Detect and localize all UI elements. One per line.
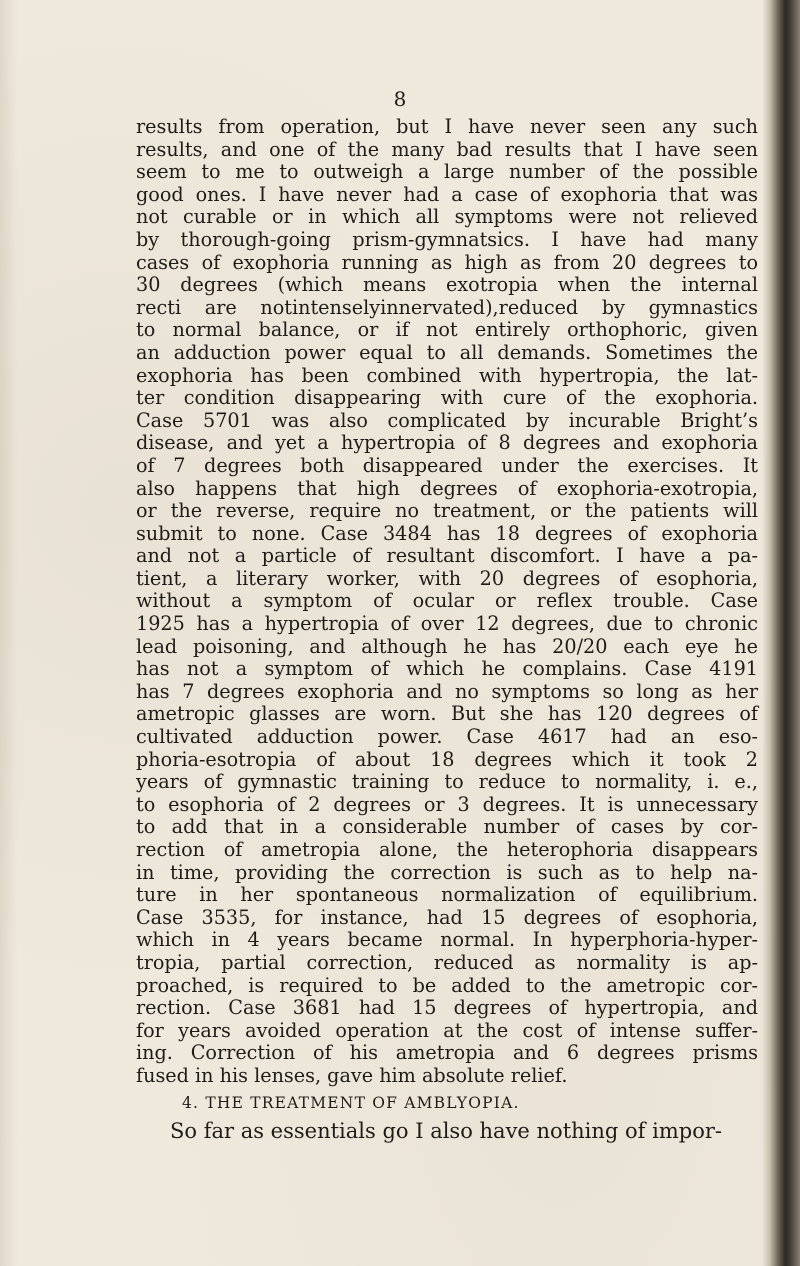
text-line: tient, a literary worker, with 20 degrees of esophoria, xyxy=(136,566,758,590)
text-line: has 7 degrees exophoria and no symptoms so long as her xyxy=(136,679,758,703)
text-line: ametropic glasses are worn. But she has 120 degrees of xyxy=(136,702,758,726)
text-line: an adduction power equal to all demands. Sometimes the xyxy=(136,340,758,364)
text-line: disease, and yet a hypertropia of 8 degrees and exophoria xyxy=(136,431,758,455)
text-line: 30 degrees (which means exotropia when the internal xyxy=(136,273,758,297)
text-line: phoria-esotropia of about 18 degrees which it took 2 xyxy=(136,747,758,771)
text-line: also happens that high degrees of exophoria-exotropia, xyxy=(136,476,758,500)
text-line: exophoria has been combined with hypertropia, the lat- xyxy=(136,363,758,387)
text-line: results, and one of the many bad results that I have seen xyxy=(136,137,758,161)
text-line: not curable or in which all symptoms were not relieved xyxy=(136,205,758,229)
text-line: rection. Case 3681 had 15 degrees of hypertropia, and xyxy=(136,996,758,1020)
body-text xyxy=(136,116,758,1144)
text-line: for years avoided operation at the cost of intense suffer- xyxy=(136,1018,758,1042)
text-line: to normal balance, or if not entirely orthophoric, given xyxy=(136,318,758,342)
text-line: by thorough-going prism-gymnatsics. I have had many xyxy=(136,227,758,251)
text-line: Case 3535, for instance, had 15 degrees of esophoria, xyxy=(136,905,758,929)
text-line: which in 4 years became normal. In hyperphoria-hyper- xyxy=(136,928,758,952)
page-number: 8 xyxy=(393,87,407,111)
text-line: or the reverse, require no treatment, or the patients will xyxy=(136,499,758,523)
text-line: fused in his lenses, gave him absolute relief. xyxy=(136,1063,568,1087)
text-line: Case 5701 was also complicated by incurable Bright’s xyxy=(136,408,758,432)
text-line: to esophoria of 2 degrees or 3 degrees. It is unnecessary xyxy=(136,792,758,816)
text-line: 1925 has a hypertropia of over 12 degrees, due to chronic xyxy=(136,612,758,636)
text-line: submit to none. Case 3484 has 18 degrees of exophoria xyxy=(136,521,758,545)
page-gutter-shadow xyxy=(0,0,18,1266)
text-line: of 7 degrees both disappeared under the exercises. It xyxy=(136,453,758,477)
text-line: ture in her spontaneous normalization of equilibrium. xyxy=(136,883,758,907)
text-line: good ones. I have never had a case of exophoria that was xyxy=(136,182,758,206)
text-line: rection of ametropia alone, the heterophoria disappears xyxy=(136,838,758,861)
closing-line: So far as essentials go I also have nothing of impor- xyxy=(170,1118,722,1143)
text-line: without a symptom of ocular or reflex trouble. Case xyxy=(136,589,758,613)
text-line: to add that in a considerable number of cases by cor- xyxy=(136,815,758,839)
section-heading: 4. THE TREATMENT OF AMBLYOPIA. xyxy=(182,1093,520,1112)
page-edge-shadow xyxy=(762,0,800,1266)
text-line: recti are notintenselyinnervated),reduced by gymnastics xyxy=(136,295,758,319)
text-line: has not a symptom of which he complains. Case 4191 xyxy=(136,657,758,681)
text-line: cases of exophoria running as high as from 20 degrees to xyxy=(136,250,758,274)
text-line: in time, providing the correction is such as to help na- xyxy=(136,860,758,884)
text-line: and not a particle of resultant discomfort. I have a pa- xyxy=(136,544,758,568)
text-line: proached, is required to be added to the ametropic cor- xyxy=(136,973,758,997)
text-line: seem to me to outweigh a large number of the possible xyxy=(136,160,758,184)
text-line: results from operation, but I have never seen any such xyxy=(136,115,758,138)
text-line: years of gymnastic training to reduce to normality, i. e., xyxy=(136,770,758,794)
text-line: tropia, partial correction, reduced as normality is ap- xyxy=(136,950,758,974)
text-line: lead poisoning, and although he has 20/20 each eye he xyxy=(136,634,758,658)
text-line: cultivated adduction power. Case 4617 had an eso- xyxy=(136,725,758,749)
text-line: ing. Correction of his ametropia and 6 degrees prisms xyxy=(136,1041,758,1065)
text-line: ter condition disappearing with cure of the exophoria. xyxy=(136,386,758,410)
